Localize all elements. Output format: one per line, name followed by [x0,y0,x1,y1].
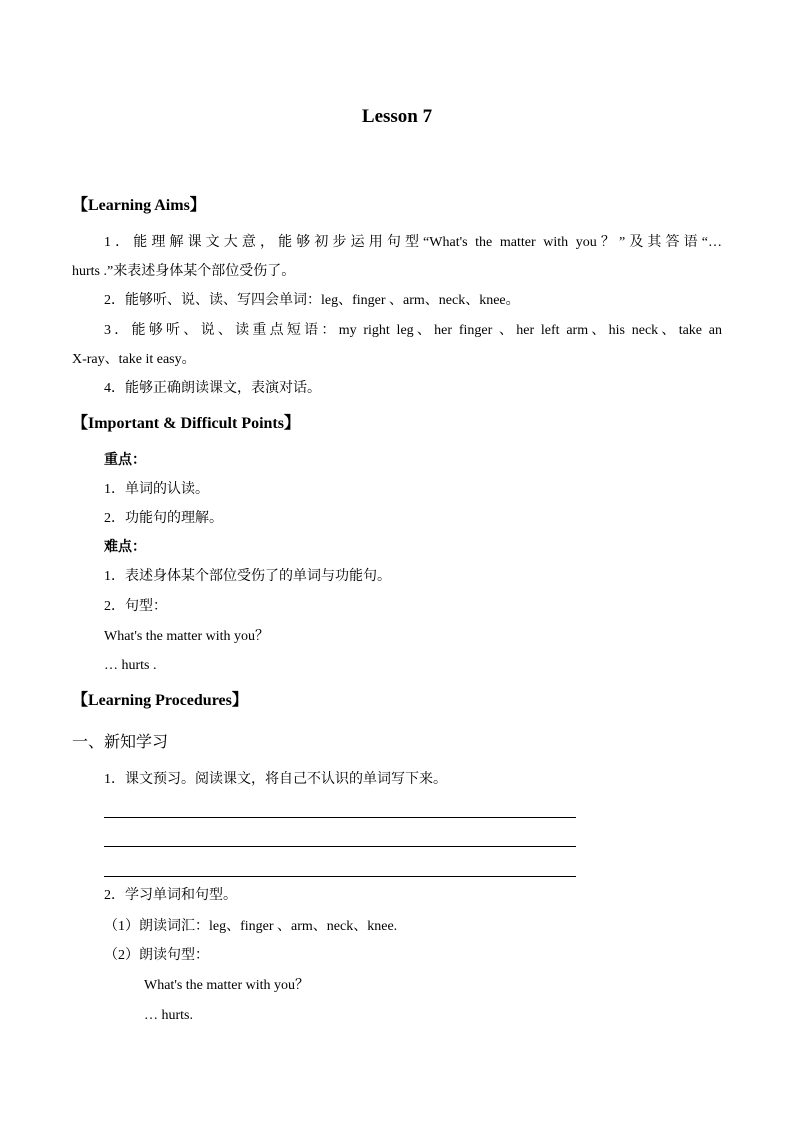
aim-item-2: 2．能够听、说、读、写四会单词：leg、finger 、arm、neck、knee。 [104,293,520,308]
practice-sentence-2: … hurts. [144,1008,193,1023]
important-points-heading: 【Important & Difficult Points】 [72,415,300,432]
learning-aims-heading: 【Learning Aims】 [72,197,206,214]
answer-line-3[interactable] [104,876,576,877]
difficult-points-label: 难点： [104,540,146,555]
difficult-point-1: 1．表述身体某个部位受伤了的单词与功能句。 [104,569,391,584]
step-2: 2．学习单词和句型。 [104,888,237,903]
practice-sentence-1: What's the matter with you？ [144,978,310,993]
step-1: 1．课文预习。阅读课文，将自己不认识的单词写下来。 [104,772,447,787]
sub-step-2: （2）朗读句型： [104,948,209,963]
key-point-2: 2．功能句的理解。 [104,511,223,526]
aim-item-1-line-1: 1．能理解课文大意，能够初步运用句型“What's the matter with you？”及其答语“… [104,235,722,250]
difficult-point-2: 2．句型： [104,599,167,614]
answer-line-1[interactable] [104,817,576,818]
sub-step-1: （1）朗读词汇：leg、finger 、arm、neck、knee. [104,919,398,934]
aim-item-1-line-2: hurts .”来表述身体某个部位受伤了。 [72,264,296,279]
aim-item-3-line-2: X-ray、take it easy。 [72,352,196,367]
pattern-sentence-2: … hurts . [104,658,157,673]
part-1-title: 一、新知学习 [72,734,169,751]
key-point-1: 1．单词的认读。 [104,482,209,497]
answer-line-2[interactable] [104,846,576,847]
learning-procedures-heading: 【Learning Procedures】 [72,692,248,709]
aim-item-4: 4．能够正确朗读课文，表演对话。 [104,381,321,396]
aim-item-3-line-1: 3．能够听、说、读重点短语：my right leg、her finger 、her left arm、his neck、take an [104,323,722,338]
pattern-sentence-1: What's the matter with you？ [104,629,270,644]
key-points-label: 重点： [104,453,146,468]
document-title: Lesson 7 [361,106,433,127]
